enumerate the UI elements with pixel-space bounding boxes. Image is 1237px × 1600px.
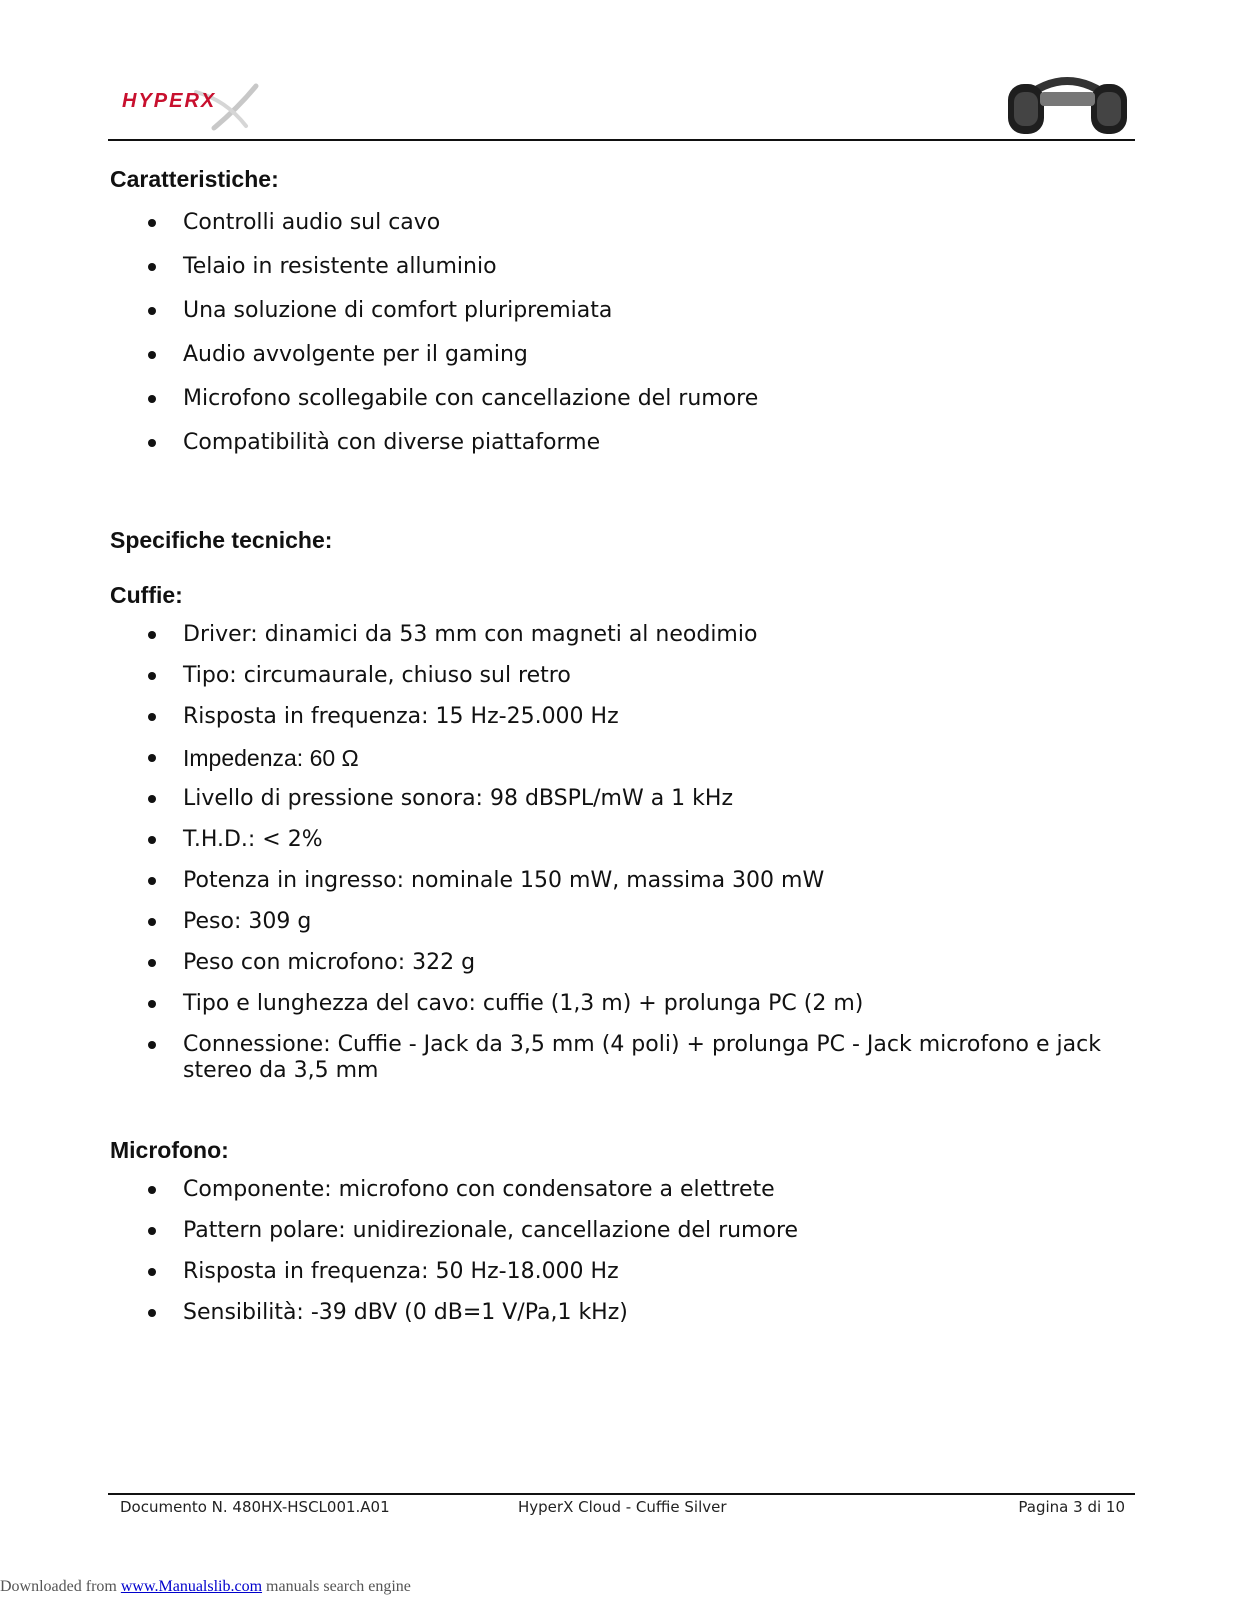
list-item: Risposta in frequenza: 50 Hz-18.000 Hz (110, 1259, 1110, 1285)
bullet-icon (148, 836, 156, 844)
features-heading: Caratteristiche: (110, 166, 279, 192)
headset-icon (1000, 70, 1135, 140)
manualslib-link[interactable]: www.Manualslib.com (120, 1578, 263, 1595)
bullet-icon (148, 439, 156, 447)
bullet-icon (148, 395, 156, 403)
bullet-icon (148, 219, 156, 227)
bullet-icon (148, 631, 156, 639)
list-item: Compatibilità con diverse piattaforme (110, 430, 1110, 456)
document-number: Documento N. 480HX-HSCL001.A01 (120, 1498, 390, 1516)
page-number: Pagina 3 di 10 (1018, 1498, 1125, 1516)
microphone-spec-list (110, 1177, 1110, 1341)
list-item: Pattern polare: unidirezionale, cancellazione del rumore (110, 1218, 1110, 1244)
bullet-icon (148, 1041, 156, 1049)
list-item: Impedenza: 60 Ω (110, 745, 1110, 771)
list-item: Componente: microfono con condensatore a elettrete (110, 1177, 1110, 1203)
bullet-icon (148, 795, 156, 803)
features-list (110, 210, 1110, 474)
hyperx-logo-icon (118, 78, 268, 136)
list-item: Controlli audio sul cavo (110, 210, 1110, 236)
bullet-icon (148, 351, 156, 359)
bullet-icon (148, 1309, 156, 1317)
logo-text: HYPERX (122, 90, 217, 112)
list-item: Peso: 309 g (110, 909, 1110, 935)
specs-heading: Specifiche tecniche: (110, 527, 333, 553)
bullet-icon (148, 918, 156, 926)
list-item: Driver: dinamici da 53 mm con magneti al neodimio (110, 622, 1110, 648)
bullet-icon (148, 1186, 156, 1194)
list-item: Connessione: Cuffie - Jack da 3,5 mm (4 poli) + prolunga PC - Jack microfono e jack stereo da 3,5 mm (110, 1032, 1110, 1084)
headphones-spec-list (110, 622, 1110, 1099)
list-item: Potenza in ingresso: nominale 150 mW, massima 300 mW (110, 868, 1110, 894)
bullet-icon (148, 263, 156, 271)
microphone-heading: Microfono: (110, 1137, 229, 1163)
list-item: Audio avvolgente per il gaming (110, 342, 1110, 368)
bullet-icon (148, 754, 156, 762)
document-title: HyperX Cloud - Cuffie Silver (518, 1498, 727, 1516)
list-item: Risposta in frequenza: 15 Hz-25.000 Hz (110, 704, 1110, 730)
bullet-icon (148, 307, 156, 315)
bullet-icon (148, 1227, 156, 1235)
footer-divider (108, 1493, 1135, 1495)
header-divider (108, 139, 1135, 141)
bullet-icon (148, 672, 156, 680)
list-item: T.H.D.: < 2% (110, 827, 1110, 853)
list-item: Sensibilità: -39 dBV (0 dB=1 V/Pa,1 kHz) (110, 1300, 1110, 1326)
list-item: Peso con microfono: 322 g (110, 950, 1110, 976)
bullet-icon (148, 877, 156, 885)
list-item: Telaio in resistente alluminio (110, 254, 1110, 280)
bullet-icon (148, 959, 156, 967)
list-item: Livello di pressione sonora: 98 dBSPL/mW a 1 kHz (110, 786, 1110, 812)
bullet-icon (148, 1268, 156, 1276)
bullet-icon (148, 1000, 156, 1008)
bullet-icon (148, 713, 156, 721)
list-item: Una soluzione di comfort pluripremiata (110, 298, 1110, 324)
list-item: Tipo e lunghezza del cavo: cuffie (1,3 m) + prolunga PC (2 m) (110, 991, 1110, 1017)
list-item: Tipo: circumaurale, chiuso sul retro (110, 663, 1110, 689)
download-note: Downloaded from www.Manualslib.com manuals search engine (0, 1578, 411, 1595)
headphones-heading: Cuffie: (110, 582, 183, 608)
list-item: Microfono scollegabile con cancellazione del rumore (110, 386, 1110, 412)
